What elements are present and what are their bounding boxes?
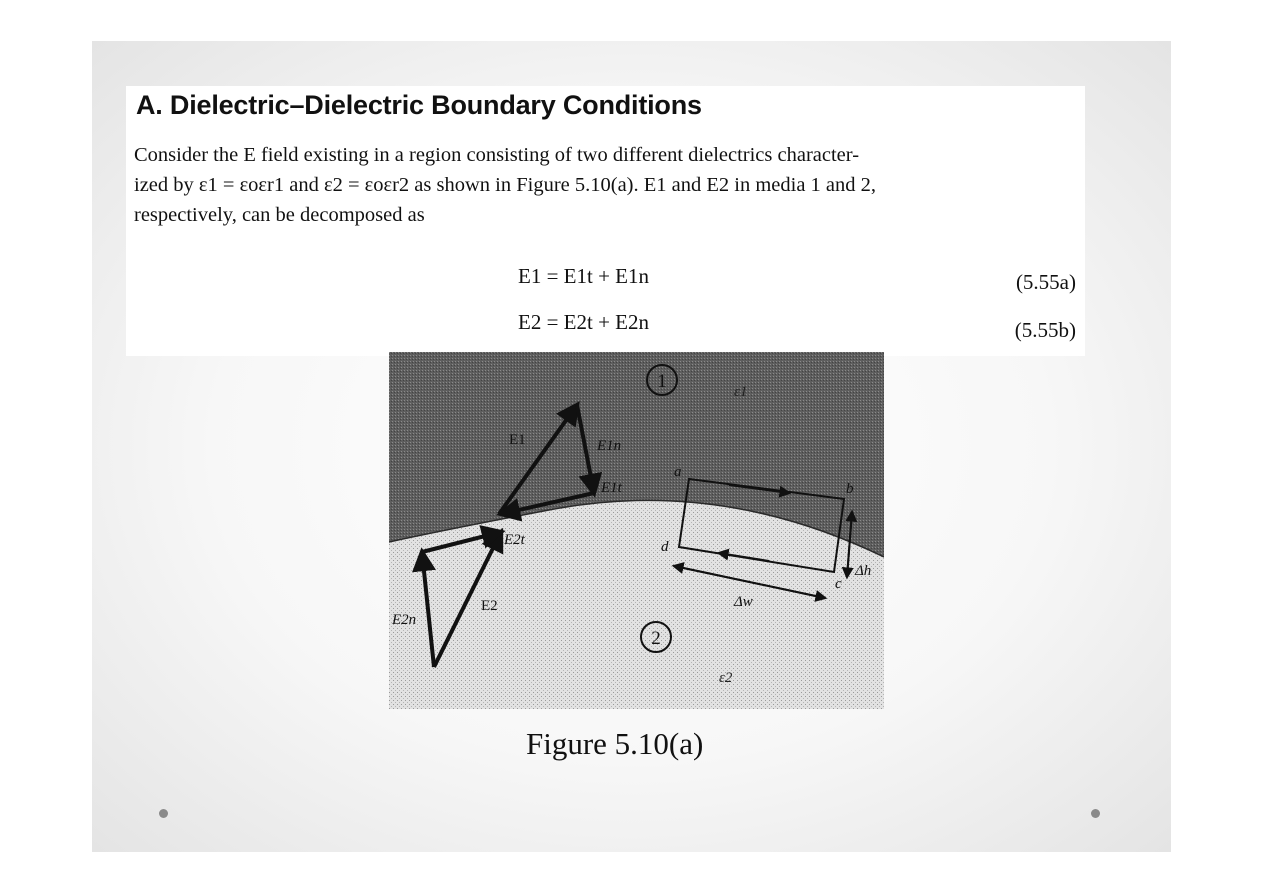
delta-h-label: Δh bbox=[855, 563, 872, 579]
slide-bullet-right bbox=[1091, 809, 1100, 818]
svg-text:1: 1 bbox=[657, 371, 667, 392]
e1-label: E1 bbox=[509, 432, 526, 448]
loop-label-a: a bbox=[674, 464, 682, 480]
paragraph-line-1: Consider the E field existing in a region consisting of two different dielectrics character- bbox=[134, 144, 860, 166]
medium-1-label: ε1 bbox=[734, 384, 748, 400]
medium-2-label: ε2 bbox=[719, 670, 733, 686]
section-heading: A. Dielectric–Dielectric Boundary Conditions bbox=[136, 90, 702, 120]
e2-label: E2 bbox=[481, 598, 498, 614]
paragraph-line-3: respectively, can be decomposed as bbox=[134, 204, 425, 226]
e2n-label: E2n bbox=[392, 612, 417, 628]
equation-5-55a: E1 = E1t + E1n bbox=[518, 264, 650, 288]
e2t-label: E2t bbox=[504, 532, 525, 548]
e1t-label: E1t bbox=[601, 480, 622, 496]
slide-bullet-left bbox=[159, 809, 168, 818]
loop-label-d: d bbox=[661, 539, 669, 555]
delta-w-label: Δw bbox=[734, 594, 753, 610]
loop-label-c: c bbox=[835, 576, 842, 592]
equation-number-5-55a: (5.55a) bbox=[1015, 270, 1076, 294]
boundary-figure bbox=[389, 352, 884, 709]
equation-number-5-55b: (5.55b) bbox=[1014, 318, 1076, 342]
figure-caption: Figure 5.10(a) bbox=[526, 726, 704, 761]
intro-paragraph bbox=[134, 140, 1079, 230]
svg-text:2: 2 bbox=[651, 628, 661, 649]
loop-label-b: b bbox=[846, 481, 854, 497]
paragraph-line-2: ized by ε1 = εoεr1 and ε2 = εoεr2 as shown in Figure 5.10(a). E1 and E2 in media 1 and 2, bbox=[134, 174, 877, 196]
equation-5-55b: E2 = E2t + E2n bbox=[518, 310, 650, 334]
e1n-label: E1n bbox=[597, 438, 622, 454]
text-excerpt bbox=[126, 86, 1085, 356]
